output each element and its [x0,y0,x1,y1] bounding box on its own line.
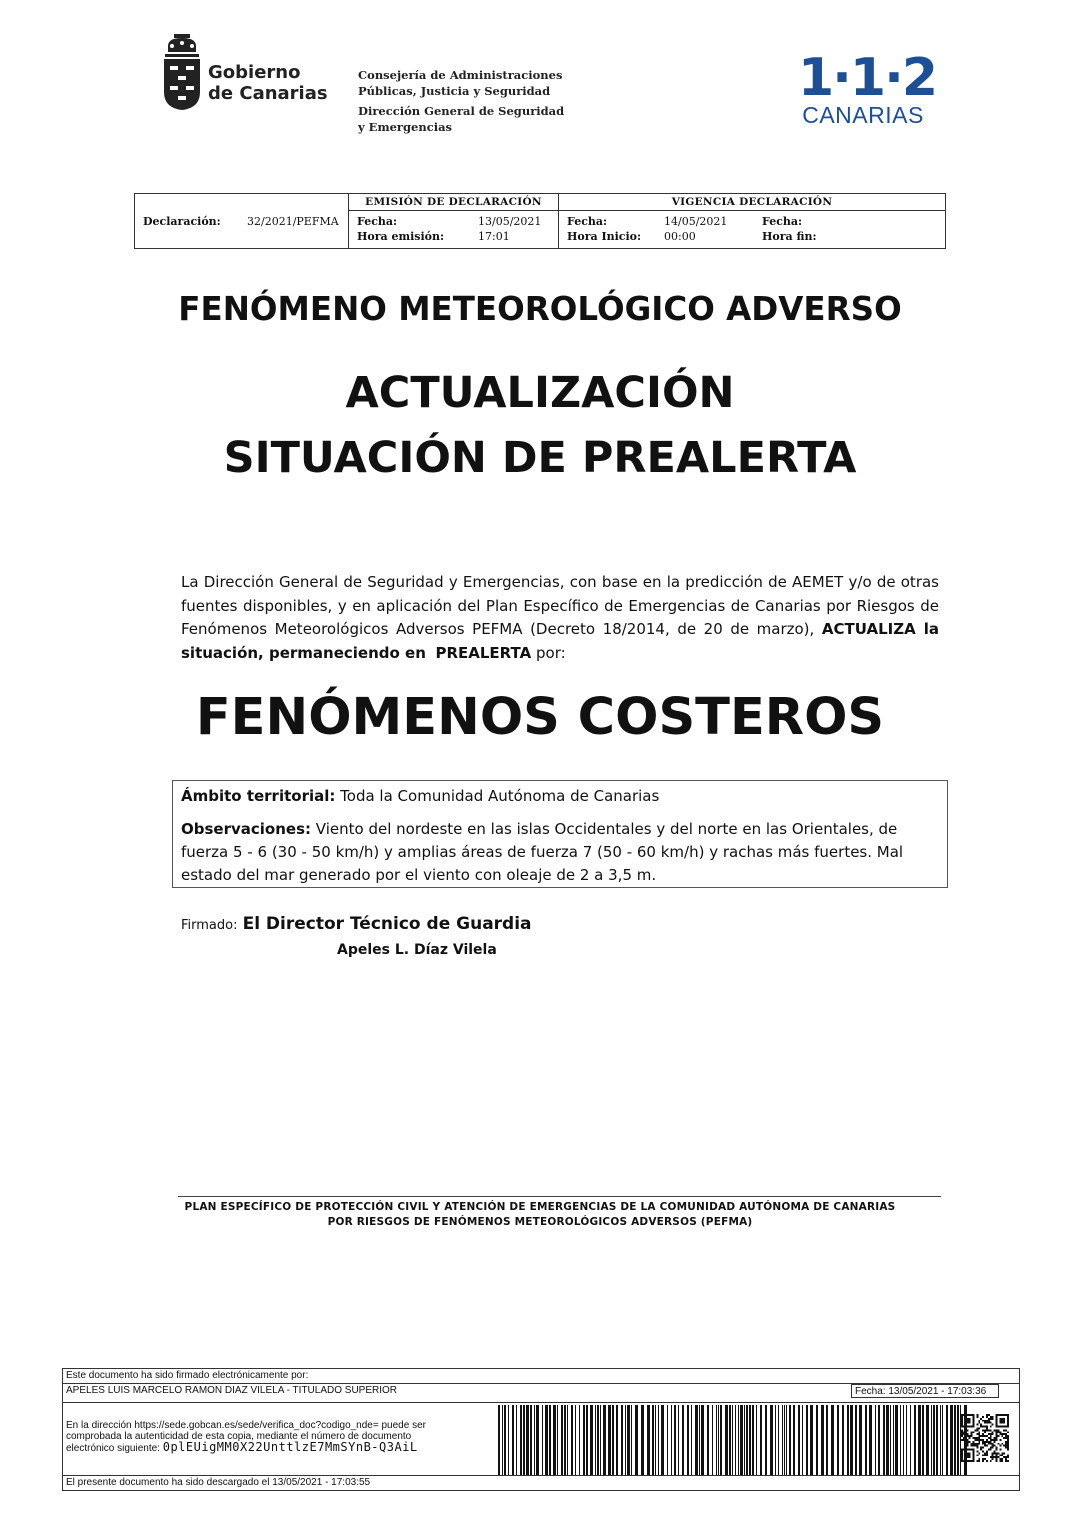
plan-line2: POR RIESGOS DE FENÓMENOS METEOROLÓGICOS ADVERSOS (PEFMA) [327,1216,753,1228]
logo-112-number: 1·1·2 [798,48,937,108]
plan-text [0,1200,1080,1230]
electronic-signature-box [62,1368,1020,1491]
esig-verify-line2: comprobada la autenticidad de esta copia, mediante el número de documento [66,1431,412,1442]
signature-block [181,914,532,958]
direccion-line2: y Emergencias [358,120,453,134]
intro-text: La Dirección General de Seguridad y Emergencias, con base en la predicción de AEMET y/o de otras fuentes disponibles, y en aplicación del Plan Específico de Emergencias de Canarias por Riesgos de Fenómenos Meteorológicos Adversos PEFMA (Decreto 18/2014, de 20 de marzo), [181,573,939,638]
vigencia-fecha-fin-label: Fecha: [762,215,803,228]
esig-verify [66,1420,486,1454]
observaciones-row [181,818,939,887]
intro-por: por: [536,643,566,662]
intro-prealerta: PREALERTA [435,643,532,662]
esig-signer: APELES LUIS MARCELO RAMON DIAZ VILELA - TITULADO SUPERIOR [66,1385,398,1396]
direccion-line1: Dirección General de Seguridad [358,104,565,118]
consejeria-block [358,67,564,135]
ambito-value: Toda la Comunidad Autónoma de Canarias [340,787,660,805]
qr-code-icon [961,1414,1009,1462]
vigencia-cell [559,194,945,248]
vigencia-fecha-label: Fecha: [567,215,608,228]
logo-112-region: CANARIAS [802,102,924,128]
emission-heading: EMISIÓN DE DECLARACIÓN [349,194,558,211]
coat-of-arms-icon [160,32,204,112]
signature-role: El Director Técnico de Guardia [242,914,532,934]
consejeria-line2: Públicas, Justicia y Seguridad [358,84,551,98]
title-costeros: FENÓMENOS COSTEROS [195,688,885,747]
emission-hora: 17:01 [478,230,510,243]
declaration-cell [135,194,349,248]
observaciones-label: Observaciones: [181,820,312,838]
ambito-row [181,785,939,808]
barcode-icon [496,1405,974,1475]
esig-descargado: El presente documento ha sido descargado el 13/05/2021 - 17:03:55 [66,1477,371,1488]
declaration-number: 32/2021/PEFMA [247,215,339,228]
intro-paragraph [181,571,939,665]
esig-verify-line3: electrónico siguiente: [66,1443,160,1454]
vigencia-fecha: 14/05/2021 [664,215,728,228]
esig-fecha: Fecha: 13/05/2021 - 17:03:36 [851,1384,999,1398]
emission-fecha: 13/05/2021 [478,215,542,228]
vigencia-heading: VIGENCIA DECLARACIÓN [559,194,945,211]
esig-firmado-text: Este documento ha sido firmado electrónicamente por: [66,1370,309,1381]
esig-verify-line1: En la dirección https://sede.gobcan.es/sede/verifica_doc?codigo_nde= puede ser [66,1420,426,1431]
plan-divider [178,1196,941,1197]
declaration-table [134,193,946,249]
emission-hora-label: Hora emisión: [357,230,445,243]
vigencia-hora-inicio: 00:00 [664,230,696,243]
signature-label: Firmado: [181,918,238,933]
info-box [172,780,948,888]
gov-name-line2: de Canarias [208,83,328,104]
title-actualizacion: ACTUALIZACIÓN [345,368,735,418]
logo-112-canarias [798,48,937,128]
gov-name-line1: Gobierno [208,62,301,83]
gobierno-canarias-logo [160,32,340,114]
title-situacion: SITUACIÓN DE PREALERTA [223,433,857,483]
intro-actualiza: ACTUALIZA la situación, permaneciendo en [181,620,939,662]
vigencia-hora-inicio-label: Hora Inicio: [567,230,642,243]
esig-code: 0plEUigMM0X22UnttlzE7MmSYnB-Q3AiL [162,1440,418,1454]
plan-line1: PLAN ESPECÍFICO DE PROTECCIÓN CIVIL Y ATENCIÓN DE EMERGENCIAS DE LA COMUNIDAD AUTÓNOMA DE CANARIAS [184,1201,896,1213]
consejeria-line1: Consejería de Administraciones [358,68,563,82]
declaration-label: Declaración: [143,215,221,228]
title-fenomeno: FENÓMENO METEOROLÓGICO ADVERSO [178,290,902,328]
gov-name [208,62,328,104]
observaciones-value: Viento del nordeste en las islas Occidentales y del norte en las Orientales, de fuerza 5 - 6 (30 - 50 km/h) y amplias áreas de fuerza 7 (50 - 60 km/h) y rachas más fuertes. Mal estado del mar generado por el viento con oleaje de 2 a 3,5 m. [181,820,904,884]
ambito-label: Ámbito territorial: [181,787,336,805]
emission-cell [349,194,559,248]
signature-name: Apeles L. Díaz Vilela [337,942,497,958]
esig-verify-line3-row [66,1442,486,1454]
vigencia-hora-fin-label: Hora fin: [762,230,817,243]
emission-fecha-label: Fecha: [357,215,398,228]
